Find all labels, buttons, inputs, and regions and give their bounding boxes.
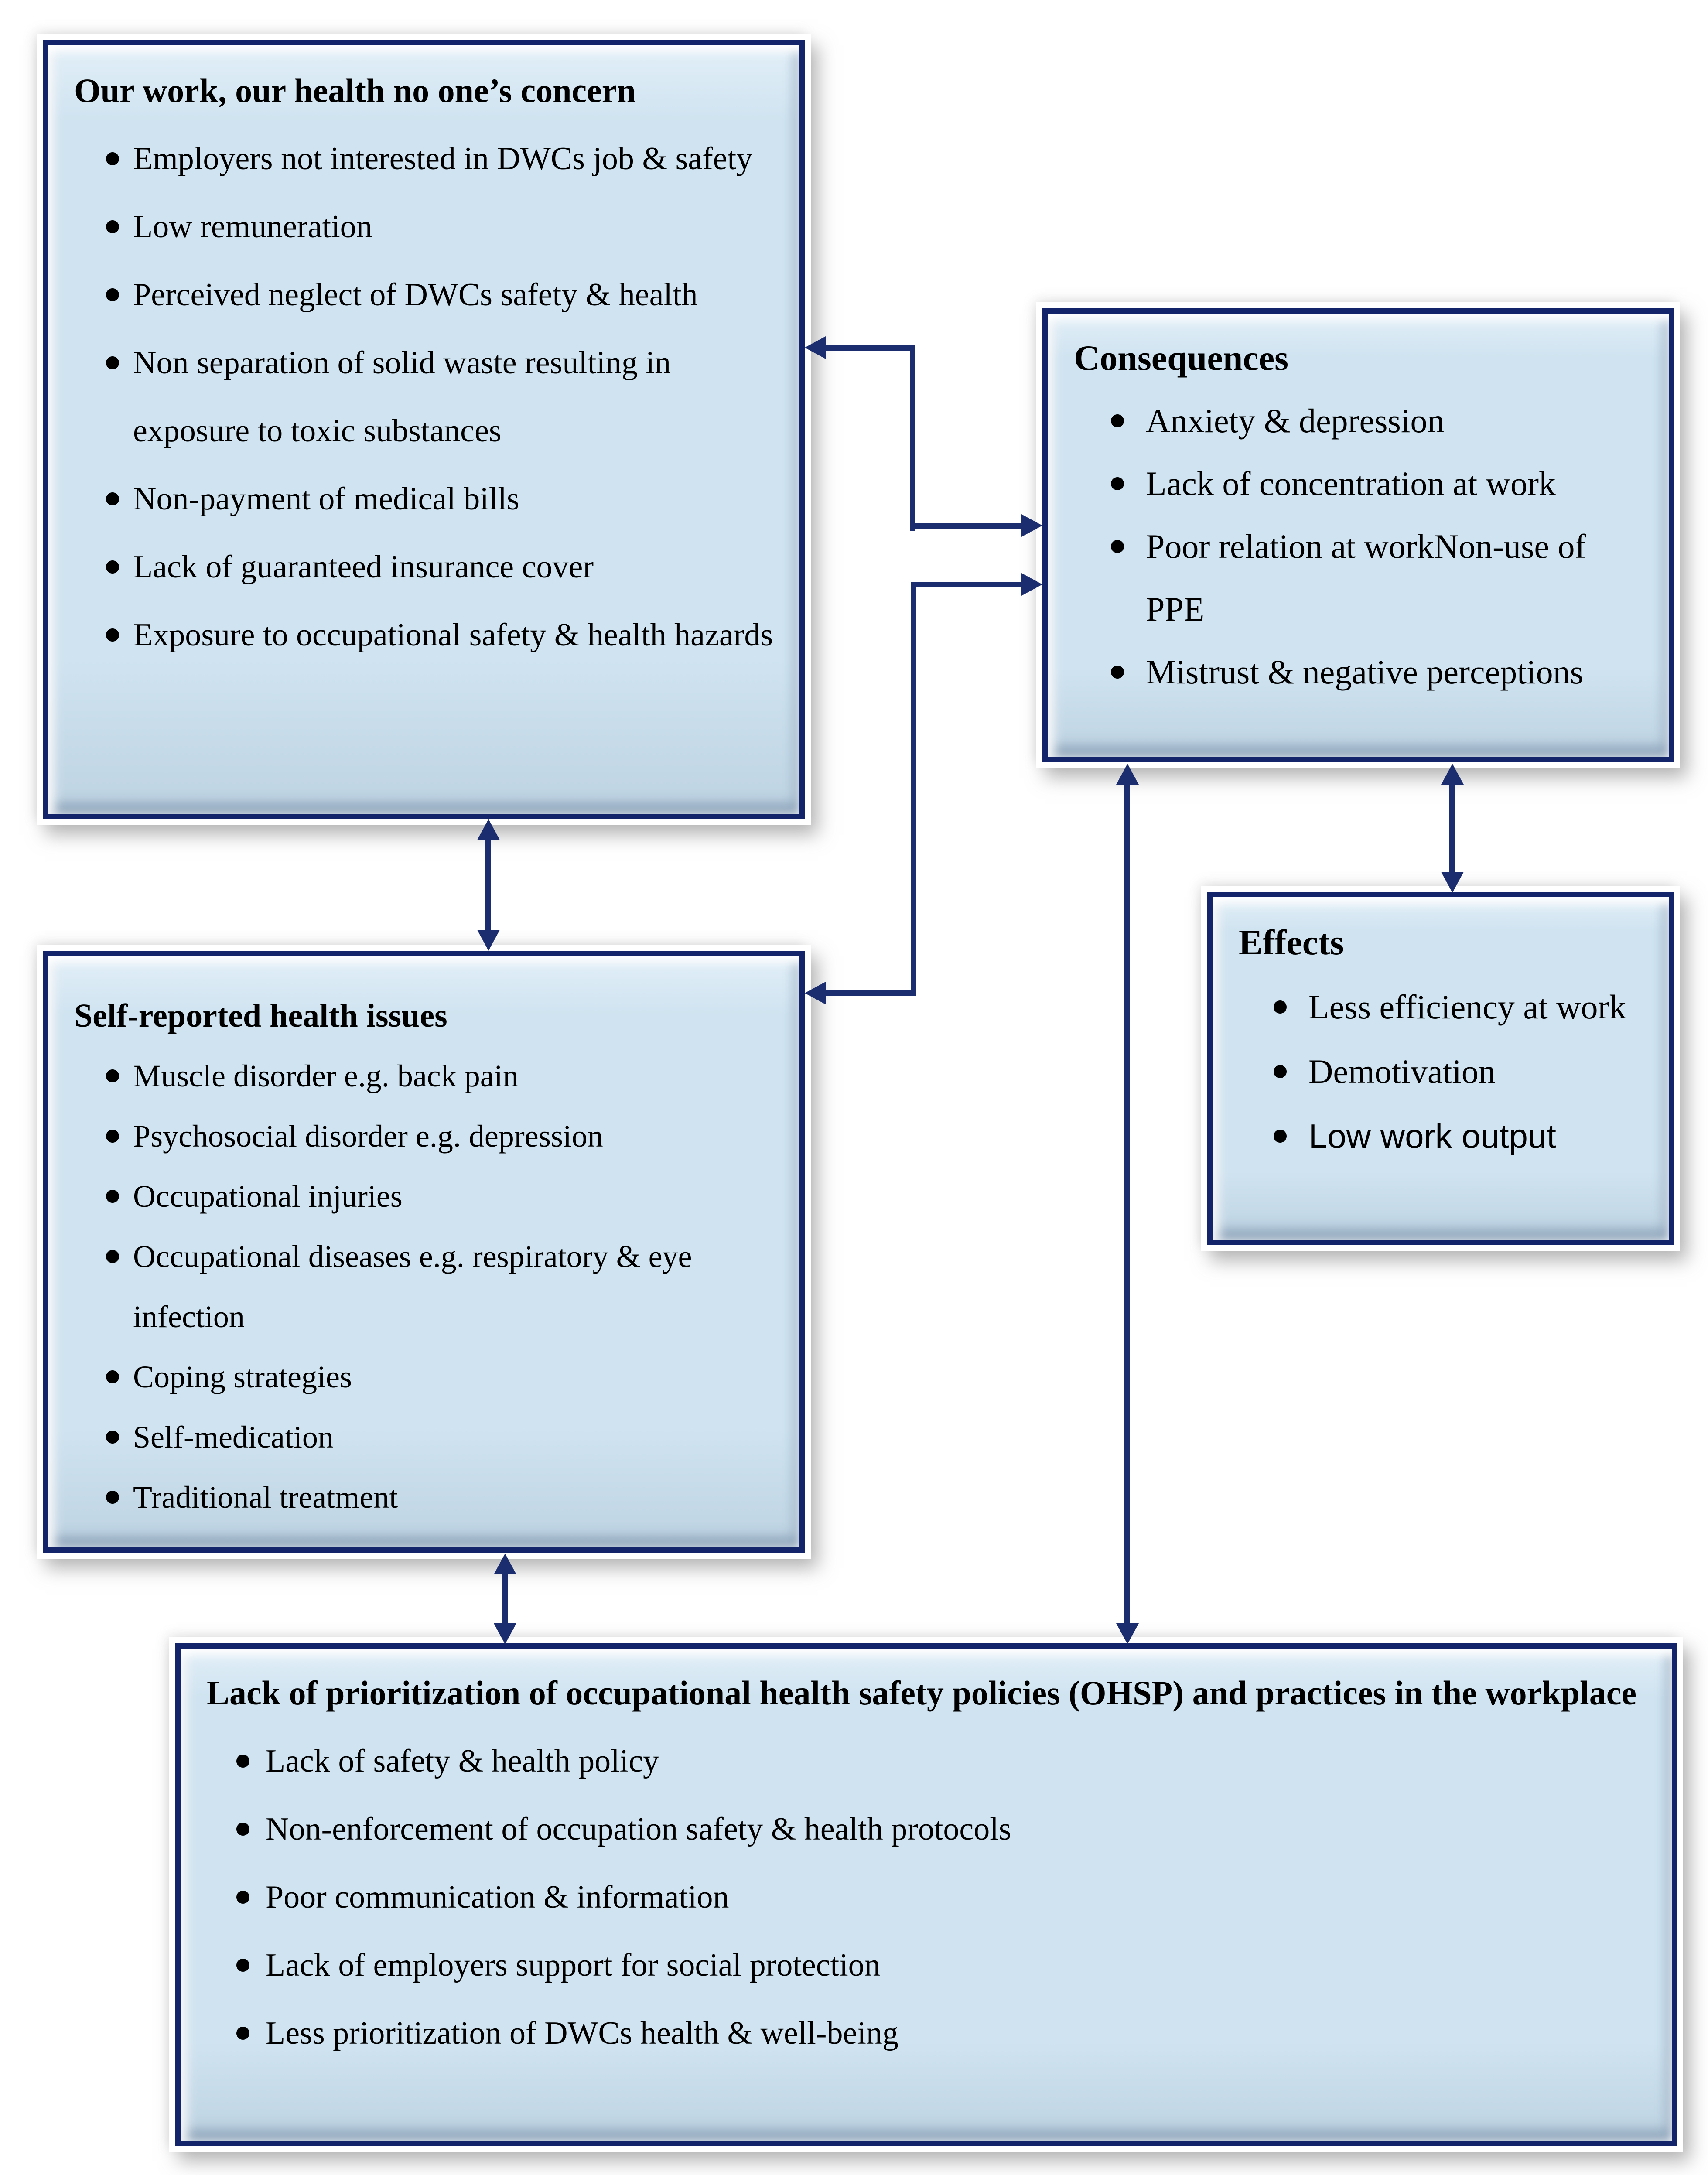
box-ohsp-title: Lack of prioritization of occupational health safety policies (OHSP) and practices in the workplace bbox=[207, 1674, 1636, 1712]
box-ohsp-list bbox=[207, 1727, 1646, 2067]
list-item bbox=[1074, 515, 1643, 641]
list-item-text: Coping strategies bbox=[133, 1359, 352, 1394]
arrow-shaft bbox=[1124, 784, 1130, 1624]
list-item bbox=[74, 465, 773, 533]
arrowhead-up-icon bbox=[1441, 764, 1464, 785]
bullet-dot-icon bbox=[1111, 414, 1124, 427]
box-ohsp-body bbox=[181, 1649, 1672, 2076]
arrow-shaft bbox=[911, 582, 1021, 587]
list-item-text: Lack of employers support for social protection bbox=[266, 1947, 881, 1983]
list-item-text: Demotivation bbox=[1308, 1052, 1496, 1090]
bullet-dot-icon bbox=[1274, 1130, 1287, 1143]
list-item bbox=[74, 125, 773, 193]
list-item bbox=[74, 1407, 773, 1467]
arrowhead-down-icon bbox=[1441, 872, 1464, 893]
list-item-text: Lack of guaranteed insurance cover bbox=[133, 549, 594, 585]
bullet-dot-icon bbox=[106, 220, 119, 233]
bullet-dot-icon bbox=[1111, 477, 1124, 490]
list-item-text: Poor relation at workNon-use of PPE bbox=[1146, 527, 1586, 628]
box-effects-title: Effects bbox=[1239, 922, 1344, 962]
list-item bbox=[74, 329, 773, 465]
list-item-text: Occupational injuries bbox=[133, 1179, 403, 1214]
list-item-text: Poor communication & information bbox=[266, 1879, 729, 1915]
arrow-shaft bbox=[826, 345, 915, 351]
list-item-text: Non-enforcement of occupation safety & health protocols bbox=[266, 1811, 1011, 1847]
list-item bbox=[74, 1166, 773, 1226]
arrowhead-up-icon bbox=[1116, 764, 1139, 785]
bullet-dot-icon bbox=[1274, 1000, 1287, 1014]
list-item bbox=[1074, 641, 1643, 703]
box-consequences-title: Consequences bbox=[1074, 338, 1289, 378]
list-item-text: Less efficiency at work bbox=[1308, 988, 1626, 1026]
list-item bbox=[1074, 389, 1643, 452]
list-item-text: Mistrust & negative perceptions bbox=[1146, 653, 1583, 691]
list-item bbox=[74, 601, 773, 669]
box-consequences-list bbox=[1074, 389, 1643, 703]
bullet-dot-icon bbox=[106, 628, 119, 642]
list-item-text: Low work output bbox=[1308, 1117, 1556, 1155]
box-our-work-concern-title: Our work, our health no one’s concern bbox=[74, 72, 636, 109]
box-our-work-concern-body bbox=[48, 45, 799, 678]
box-self-reported-health-issues-body bbox=[48, 956, 799, 1536]
list-item-text: Lack of safety & health policy bbox=[266, 1743, 659, 1779]
bullet-dot-icon bbox=[106, 1491, 119, 1504]
list-item bbox=[74, 1106, 773, 1166]
box-effects bbox=[1207, 892, 1674, 1245]
box-our-work-concern-list bbox=[74, 125, 773, 669]
bullet-dot-icon bbox=[236, 1959, 249, 1972]
arrowhead-left-icon bbox=[805, 982, 826, 1004]
bullet-dot-icon bbox=[106, 1370, 119, 1383]
list-item-text: Perceived neglect of DWCs safety & health bbox=[133, 277, 698, 313]
list-item-text: Exposure to occupational safety & health hazards bbox=[133, 617, 773, 653]
box-consequences-body bbox=[1048, 314, 1669, 712]
list-item-text: Lack of concentration at work bbox=[1146, 464, 1556, 502]
arrow-shaft bbox=[910, 523, 1021, 529]
arrowhead-down-icon bbox=[477, 930, 500, 951]
list-item bbox=[207, 1727, 1646, 1795]
bullet-dot-icon bbox=[106, 288, 119, 301]
list-item-text: Low remuneration bbox=[133, 209, 372, 245]
arrow-shaft bbox=[1449, 784, 1455, 873]
list-item-text: Employers not interested in DWCs job & safety bbox=[133, 141, 753, 177]
arrowhead-down-icon bbox=[1116, 1623, 1139, 1644]
list-item bbox=[1239, 975, 1643, 1039]
bullet-dot-icon bbox=[236, 1823, 249, 1836]
list-item-text: Non separation of solid waste resulting in exposure to toxic substances bbox=[133, 345, 671, 449]
box-self-reported-health-issues-list bbox=[74, 1046, 773, 1527]
list-item bbox=[74, 261, 773, 329]
list-item bbox=[74, 193, 773, 261]
list-item bbox=[74, 1347, 773, 1407]
arrowhead-up-icon bbox=[477, 819, 500, 840]
box-self-reported-health-issues bbox=[43, 951, 805, 1553]
arrowhead-right-icon bbox=[1021, 573, 1042, 596]
bullet-dot-icon bbox=[236, 1755, 249, 1768]
list-item bbox=[1239, 1039, 1643, 1104]
bullet-dot-icon bbox=[106, 560, 119, 574]
arrow-shaft bbox=[502, 1574, 508, 1623]
bullet-dot-icon bbox=[106, 152, 119, 165]
bullet-dot-icon bbox=[1111, 540, 1124, 553]
list-item bbox=[207, 1795, 1646, 1863]
list-item bbox=[207, 1931, 1646, 1999]
bullet-dot-icon bbox=[1111, 666, 1124, 679]
box-effects-body bbox=[1213, 897, 1669, 1177]
bullet-dot-icon bbox=[106, 1069, 119, 1082]
list-item-text: Less prioritization of DWCs health & well-being bbox=[266, 2015, 898, 2051]
list-item-text: Anxiety & depression bbox=[1146, 402, 1445, 440]
list-item bbox=[74, 1046, 773, 1106]
list-item bbox=[207, 1999, 1646, 2067]
arrow-shaft bbox=[485, 839, 491, 931]
bullet-dot-icon bbox=[1274, 1065, 1287, 1078]
bullet-dot-icon bbox=[106, 1190, 119, 1203]
list-item bbox=[1239, 1104, 1643, 1168]
arrow-shaft bbox=[910, 345, 915, 531]
arrowhead-right-icon bbox=[1021, 514, 1042, 537]
list-item-text: Self-medication bbox=[133, 1420, 334, 1455]
arrowhead-up-icon bbox=[494, 1554, 516, 1574]
list-item bbox=[74, 1226, 773, 1347]
arrowhead-left-icon bbox=[805, 336, 826, 359]
box-self-reported-health-issues-title: Self-reported health issues bbox=[74, 997, 447, 1034]
bullet-dot-icon bbox=[106, 1431, 119, 1444]
list-item-text: Muscle disorder e.g. back pain bbox=[133, 1058, 519, 1093]
list-item bbox=[1074, 452, 1643, 515]
list-item bbox=[74, 533, 773, 601]
box-ohsp-lack-of-prioritization bbox=[175, 1643, 1677, 2146]
bullet-dot-icon bbox=[236, 2027, 249, 2040]
bullet-dot-icon bbox=[236, 1891, 249, 1904]
list-item-text: Psychosocial disorder e.g. depression bbox=[133, 1119, 603, 1154]
box-consequences bbox=[1042, 308, 1674, 762]
arrowhead-down-icon bbox=[494, 1623, 516, 1644]
list-item-text: Traditional treatment bbox=[133, 1480, 398, 1515]
box-our-work-concern bbox=[43, 40, 805, 819]
bullet-dot-icon bbox=[106, 1130, 119, 1143]
list-item-text: Occupational diseases e.g. respiratory & eye infection bbox=[133, 1239, 692, 1334]
list-item bbox=[74, 1467, 773, 1527]
bullet-dot-icon bbox=[106, 492, 119, 505]
arrow-shaft bbox=[911, 582, 916, 996]
box-effects-list bbox=[1239, 975, 1643, 1168]
list-item-text: Non-payment of medical bills bbox=[133, 481, 519, 517]
list-item bbox=[207, 1863, 1646, 1931]
bullet-dot-icon bbox=[106, 1250, 119, 1263]
bullet-dot-icon bbox=[106, 356, 119, 369]
arrow-shaft bbox=[826, 990, 916, 996]
